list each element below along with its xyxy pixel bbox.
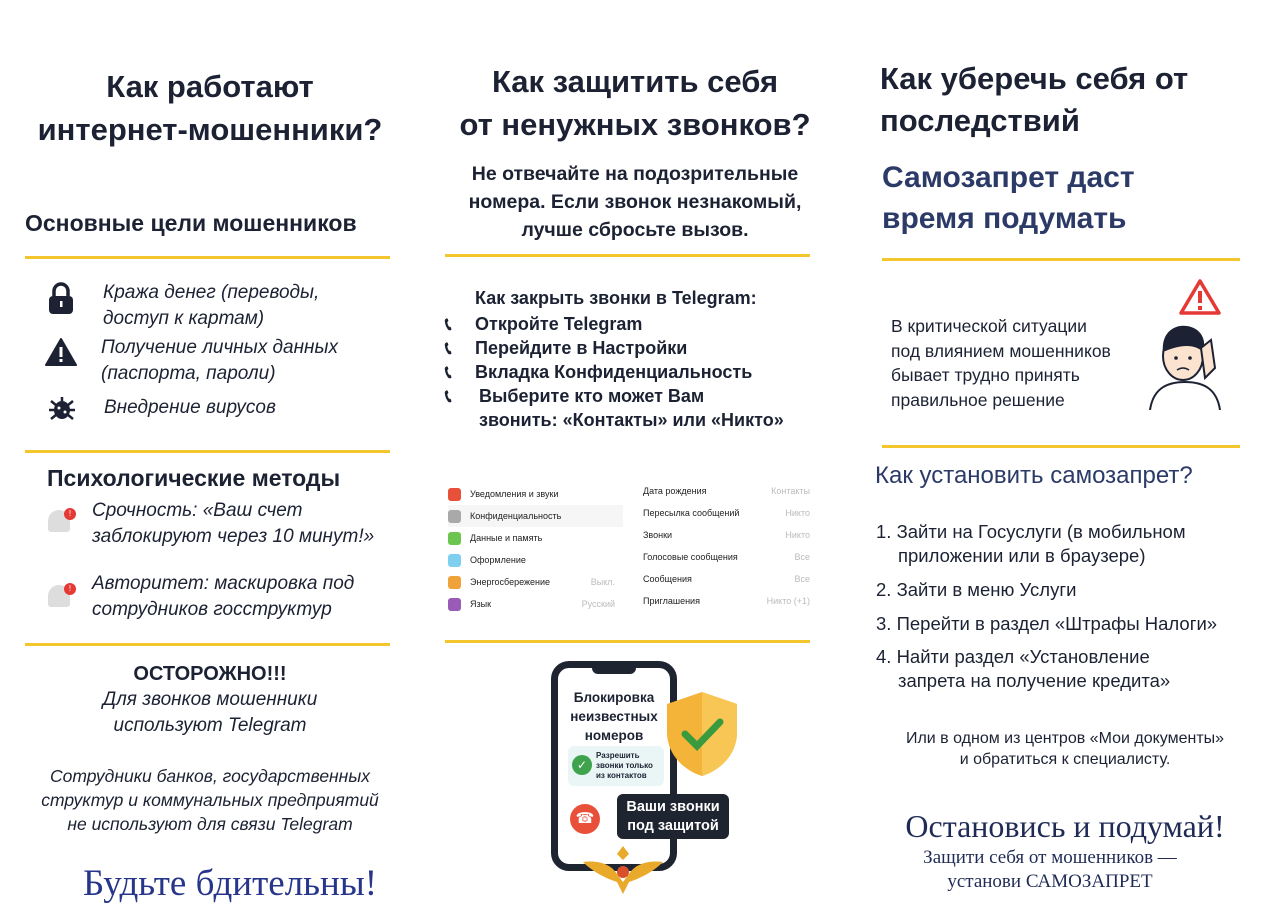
step: 📞︎ Перейдите в Настройки: [445, 338, 688, 358]
lock-icon: [47, 282, 75, 316]
privacy-settings: [643, 480, 818, 612]
phone-title: Блокировка неизвестных номеров: [570, 690, 658, 743]
phone-icon: 📞︎: [445, 386, 452, 406]
telegram-settings-menu: [448, 483, 623, 615]
divider: [25, 450, 390, 453]
phone-icon: 📞︎: [445, 314, 452, 334]
howto-title: Как установить самозапрет?: [875, 462, 1193, 489]
palette-icon: [448, 554, 461, 567]
privacy-item: Сообщения Все: [643, 574, 810, 584]
lock-icon: [448, 510, 461, 523]
settings-item: Язык Русский: [448, 593, 623, 615]
bell-alert-icon: !: [48, 510, 74, 536]
allow-contacts-card: ✓ Разрешить звонки только из контактов: [568, 746, 664, 786]
phone-icon: 📞︎: [445, 338, 452, 358]
howto-step: 4. Найти раздел «Установление запрета на получение кредита»: [876, 646, 1171, 691]
divider: [445, 254, 810, 257]
note: Сотрудники банков, государственных структур и коммунальных предприятий не используют для связи Telegram: [41, 766, 379, 834]
col3-slogan: Остановись и подумай!: [905, 808, 1225, 844]
howto-step: 3. Перейти в раздел «Штрафы Налоги»: [876, 613, 1218, 634]
privacy-item: Звонки Никто: [643, 530, 810, 540]
check-icon: ✓: [572, 755, 592, 775]
warning-text: Для звонков мошенники используют Telegram: [102, 689, 318, 736]
settings-item: Уведомления и звуки: [448, 483, 623, 505]
slogan: Будьте бдительны!: [82, 863, 378, 904]
calls-protected-badge: Ваши звонки под защитой: [617, 794, 729, 839]
phone-notch: [592, 667, 636, 674]
intro: Не отвечайте на подозрительные номера. Если звонок незнакомый, лучше сбросьте вызов.: [468, 163, 802, 241]
step: 📞︎ Откройте Telegram: [445, 314, 643, 334]
col3-title: Как уберечь себя от последствий: [880, 61, 1189, 138]
privacy-item: Голосовые сообщения Все: [643, 552, 810, 562]
settings-item: Энергосбережение Выкл.: [448, 571, 623, 593]
worried-person-icon: [1145, 318, 1225, 410]
mvd-emblem-icon: [583, 842, 663, 898]
col2-title: Как защитить себя от ненужных звонков?: [459, 64, 811, 142]
divider: [25, 643, 390, 646]
bell-icon: [448, 488, 461, 501]
col3-subtitle: Самозапрет даст время подумать: [882, 161, 1135, 235]
howto-step: 2. Зайти в меню Услуги: [876, 579, 1077, 600]
warning-icon: [1178, 278, 1222, 316]
settings-item: Конфиденциальность: [448, 505, 623, 527]
critical-text: В критической ситуации под влиянием мошенников бывает трудно принять правильное решение: [891, 316, 1111, 410]
warning-title: ОСТОРОЖНО!!!: [133, 663, 287, 685]
divider: [882, 258, 1240, 261]
divider: [25, 256, 390, 259]
privacy-item: Дата рождения Контакты: [643, 486, 810, 496]
settings-item: Данные и память: [448, 527, 623, 549]
steps-title: Как закрыть звонки в Telegram:: [475, 288, 757, 308]
globe-icon: [448, 598, 461, 611]
goals-title: Основные цели мошенников: [25, 210, 357, 236]
decline-call-icon: ☎: [570, 804, 600, 834]
privacy-item: Пересылка сообщений Никто: [643, 508, 810, 518]
settings-item: Оформление: [448, 549, 623, 571]
bell-alert-icon: !: [48, 585, 74, 611]
database-icon: [448, 532, 461, 545]
phone-illustration: [551, 661, 677, 871]
virus-icon: [47, 395, 77, 423]
col1-title: Как работают интернет-мошенники?: [37, 69, 383, 147]
step: 📞︎ Выберите кто может Вам звонить: «Контакты» или «Никто»: [445, 386, 784, 430]
warning-icon: [45, 337, 77, 367]
divider: [882, 445, 1240, 448]
alt-text: Или в одном из центров «Мои документы» и обратиться к специалисту.: [905, 730, 1225, 768]
divider: [445, 640, 810, 643]
howto-step: 1. Зайти на Госуслуги (в мобильном приложении или в браузере): [876, 521, 1186, 566]
howto-steps: [876, 520, 1217, 693]
shield-check-icon: [665, 690, 739, 778]
battery-icon: [448, 576, 461, 589]
step: 📞︎ Вкладка Конфиденциальность: [445, 362, 753, 382]
methods-title: Психологические методы: [47, 465, 341, 491]
phone-icon: 📞︎: [445, 362, 452, 382]
steps-list: [445, 312, 845, 432]
privacy-item: Приглашения Никто (+1): [643, 596, 810, 606]
col3-slogan-sub: Защити себя от мошенников — установи САМОЗАПРЕТ: [923, 847, 1177, 892]
